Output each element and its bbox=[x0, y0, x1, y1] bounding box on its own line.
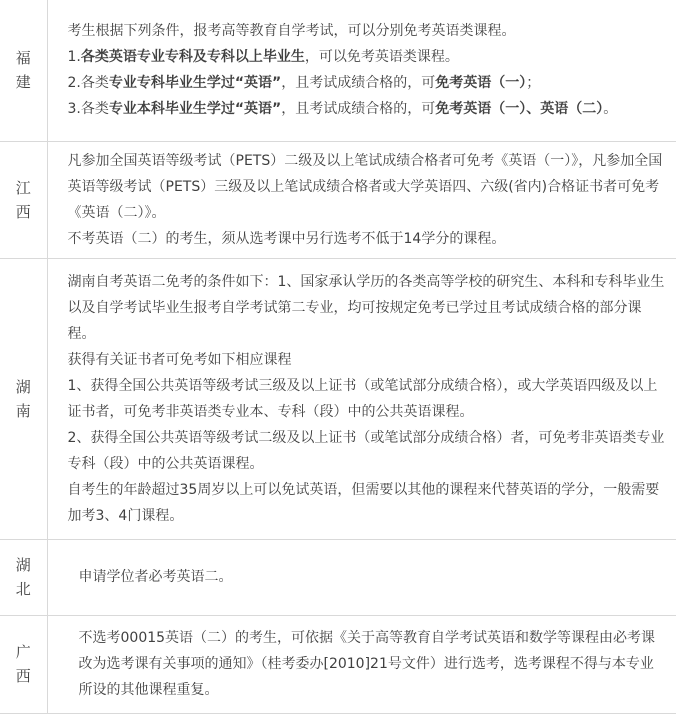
policy-text: ； bbox=[526, 75, 541, 92]
policy-text-bold: 专业专科毕业生学过“英语” bbox=[108, 75, 282, 92]
policy-text: 2、获得全国公共英语等级考试二级及以上证书（或笔试部分成绩合格）者，可免考非英语类专业专科（段）中的公共英语课程。 bbox=[67, 429, 665, 472]
province-cell bbox=[0, 141, 47, 258]
policy-text-bold: 免考英语（一）、英语（二） bbox=[435, 101, 604, 118]
policy-text-bold: 各类英语专业专科及专科以上毕业生 bbox=[80, 49, 305, 66]
policy-paragraph bbox=[79, 625, 667, 703]
province-cell bbox=[0, 615, 47, 713]
table-row bbox=[0, 141, 676, 258]
policy-text-cell bbox=[47, 0, 676, 141]
table-row bbox=[0, 615, 676, 713]
policy-text: 考生根据下列条件，报考高等教育自学考试，可以分别免考英语类课程。 bbox=[67, 23, 516, 40]
province-name: 福建 bbox=[15, 49, 31, 92]
table-row bbox=[0, 0, 676, 141]
policy-text: 不选考00015英语（二）的考生，可依据《关于高等教育自学考试英语和数学等课程由必考课改为选考课有关事项的通知》（桂考委办[2010]21号文件）进行选考，选考课程不得与本专业所设的其他课程重复。 bbox=[78, 630, 656, 698]
policy-text: 获得有关证书者可免考如下相应课程 bbox=[67, 351, 292, 368]
policy-text: 1、获得全国公共英语等级考试三级及以上证书（或笔试部分成绩合格），或大学英语四级及以上证书者，可免考非英语类专业本、专科（段）中的公共英语课程。 bbox=[67, 377, 658, 420]
province-cell bbox=[0, 258, 47, 539]
province-name: 广西 bbox=[15, 643, 31, 685]
policy-text-bold: 专业本科毕业生学过“英语” bbox=[108, 101, 282, 118]
policy-text: ，可以免考英语类课程。 bbox=[304, 49, 459, 66]
table-row bbox=[0, 258, 676, 539]
province-name: 湖北 bbox=[15, 556, 31, 598]
policy-paragraph bbox=[68, 70, 667, 96]
policy-paragraph bbox=[68, 18, 667, 44]
policy-text: 3.各类 bbox=[67, 101, 109, 118]
policy-paragraph bbox=[68, 226, 667, 252]
policy-text: 2.各类 bbox=[67, 75, 109, 92]
policy-paragraph bbox=[68, 477, 667, 529]
policy-text: 申请学位者必考英语二。 bbox=[78, 569, 233, 585]
policy-paragraph bbox=[68, 44, 667, 70]
policy-paragraph bbox=[68, 96, 667, 122]
policy-text: 湖南自考英语二免考的条件如下：1、国家承认学历的各类高等学校的研究生、本科和专科毕业生以及自学考试毕业生报考自学考试第二专业，均可按规定免考已学过且考试成绩合格的部分课程。 bbox=[67, 273, 665, 342]
province-cell bbox=[0, 539, 47, 615]
policy-text-cell bbox=[47, 539, 676, 615]
policy-paragraph bbox=[79, 564, 667, 590]
policy-paragraph bbox=[68, 148, 667, 226]
policy-paragraph bbox=[68, 269, 667, 347]
policy-text-cell bbox=[47, 141, 676, 258]
policy-text: ，且考试成绩合格的，可 bbox=[281, 75, 436, 92]
policy-text: 凡参加全国英语等级考试（PETS）二级及以上笔试成绩合格者可免考《英语（一）》，凡参加全国英语等级考试（PETS）三级及以上笔试成绩合格者或大学英语四、六级(省内)合格证书者可免考《英语（二）》。 bbox=[67, 152, 663, 221]
policy-text-bold: 免考英语（一） bbox=[435, 75, 527, 92]
policy-paragraph bbox=[68, 425, 667, 477]
policy-text: 1. bbox=[67, 49, 81, 66]
policy-text: ，且考试成绩合格的，可 bbox=[281, 101, 436, 118]
policy-text: 。 bbox=[603, 101, 618, 118]
province-cell bbox=[0, 0, 47, 141]
policy-paragraph bbox=[68, 373, 667, 425]
province-name: 江西 bbox=[15, 178, 31, 221]
policy-text-cell bbox=[47, 258, 676, 539]
policy-text-cell bbox=[47, 615, 676, 713]
table-row bbox=[0, 539, 676, 615]
policy-paragraph bbox=[68, 347, 667, 373]
policy-text: 自考生的年龄超过35周岁以上可以免试英语，但需要以其他的课程来代替英语的学分，一般需要加考3、4门课程。 bbox=[67, 481, 660, 524]
province-name: 湖南 bbox=[15, 377, 31, 420]
policy-text: 不考英语（二）的考生，须从选考课中另行选考不低于14学分的课程。 bbox=[67, 230, 506, 247]
